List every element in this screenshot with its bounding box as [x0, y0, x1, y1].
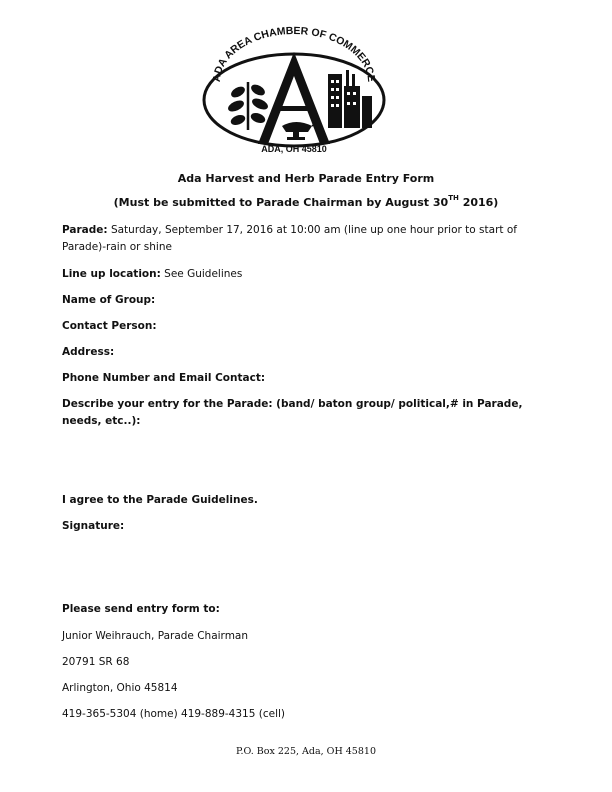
logo-arc-text: ADA AREA CHAMBER OF COMMERCE	[210, 24, 378, 83]
lineup-label: Line up location:	[62, 268, 161, 280]
parade-label: Parade:	[62, 224, 108, 236]
parade-field	[62, 222, 542, 256]
signature-label: Signature:	[62, 520, 125, 532]
chamber-logo	[196, 22, 392, 158]
logo-bottom-text: ADA, OH 45810	[261, 144, 327, 154]
lineup-field	[62, 266, 542, 283]
send-to-phone: 419-365-5304 (home) 419-889-4315 (cell)	[62, 708, 285, 720]
group-field-label: Name of Group:	[62, 294, 156, 306]
form-title: Ada Harvest and Herb Parade Entry Form	[177, 172, 435, 185]
lineup-value: See Guidelines	[160, 268, 243, 280]
form-subtitle: (Must be submitted to Parade Chairman by August 30TH 2016)	[113, 194, 499, 209]
send-to-name: Junior Weihrauch, Parade Chairman	[62, 630, 249, 642]
phone-email-field-label: Phone Number and Email Contact:	[62, 372, 266, 384]
send-to-street: 20791 SR 68	[62, 656, 130, 668]
send-to-city: Arlington, Ohio 45814	[62, 682, 178, 694]
contact-field-label: Contact Person:	[62, 320, 157, 332]
agree-guidelines-label: I agree to the Parade Guidelines.	[62, 494, 258, 506]
parade-value: Saturday, September 17, 2016 at 10:00 am (line up one hour prior to start of Parade)-rain or shine	[62, 224, 517, 253]
send-to-label: Please send entry form to:	[62, 603, 220, 615]
footer-address: P.O. Box 225, Ada, OH 45810	[236, 746, 376, 757]
plant-icon	[227, 82, 269, 130]
address-field-label: Address:	[62, 346, 115, 358]
describe-entry-label: Describe your entry for the Parade: (band/ baton group/ political,# in Parade, needs, etc..):	[62, 398, 523, 427]
